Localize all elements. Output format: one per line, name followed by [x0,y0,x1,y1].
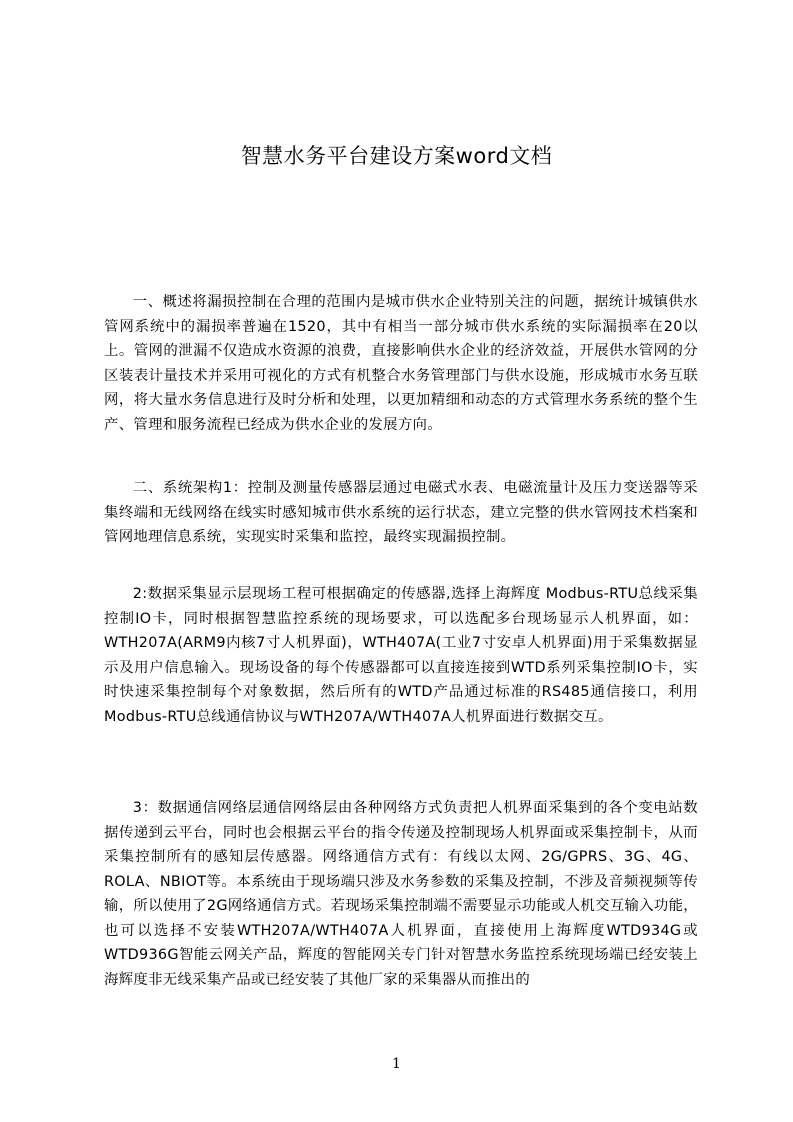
body-text-3 [104,582,698,754]
paragraph-overview: 一、概述将漏损控制在合理的范围内是城市供水企业特别关注的问题，据统计城镇供水管网系统中的漏损率普遍在1520，其中有相当一部分城市供水系统的实际漏损率在20以上。管网的泄漏不仅造成水资源的浪费，直接影响供水企业的经济效益，开展供水管网的分区装表计量技术并采用可视化的方式有机整合水务管理部门与供水设施，形成城市水务互联网，将大量水务信息进行及时分析和处理，以更加精细和动态的方式管理水务系统的整个生产、管理和服务流程已经成为供水企业的发展方向。 [104,294,698,433]
page-number: 1 [392,1056,401,1072]
paragraph-network-layer: 3：数据通信网络层通信网络层由各种网络方式负责把人机界面采集到的各个变电站数据传递到云平台，同时也会根据云平台的指令传递及控制现场人机界面或采集控制卡，从而采集控制所有的感知层传感器。网络通信方式有：有线以太网、2G/GPRS、3G、4G、ROLA、NBIOT等。本系统由于现场端只涉及水务参数的采集及控制，不涉及音频视频等传输，所以使用了2G网络通信方式。若现场采集控制端不需要显示功能或人机交互输入功能，也可以选择不安装WTH207A/WTH407A人机界面，直接使用上海辉度WTD934G或WTD936G智能云网关产品，辉度的智能网关专门针对智慧水务监控系统现场端已经安装上海辉度非无线采集产品或已经安装了其他厂家的采集器从而推出的 [104,800,698,988]
paragraph-data-acquisition: 2:数据采集显示层现场工程可根据确定的传感器,选择上海辉度 Modbus-RTU总线采集控制IO卡，同时根据智慧监控系统的现场要求，可以选配多台现场显示人机界面，如：WTH207A(ARM9内核7寸人机界面)，WTH407A(工业7寸安卓人机界面)用于采集数据显示及用户信息输入。现场设备的每个传感器都可以直接连接到WTD系列采集控制IO卡，实时快速采集控制每个对象数据，然后所有的WTD产品通过标准的RS485通信接口，利用Modbus-RTU总线通信协议与WTH207A/WTH407A人机界面进行数据交互。 [104,586,698,725]
document-title: 智慧水务平台建设方案word文档 [240,144,553,168]
body-text-2 [104,476,698,574]
body-text-1 [104,290,698,462]
paragraph-architecture: 二、系统架构1：控制及测量传感器层通过电磁式水表、电磁流量计及压力变送器等采集终端和无线网络在线实时感知城市供水系统的运行状态，建立完整的供水管网技术档案和管网地理信息系统，实现实时采集和监控，最终实现漏损控制。 [104,480,698,545]
body-text-4 [104,796,698,1010]
